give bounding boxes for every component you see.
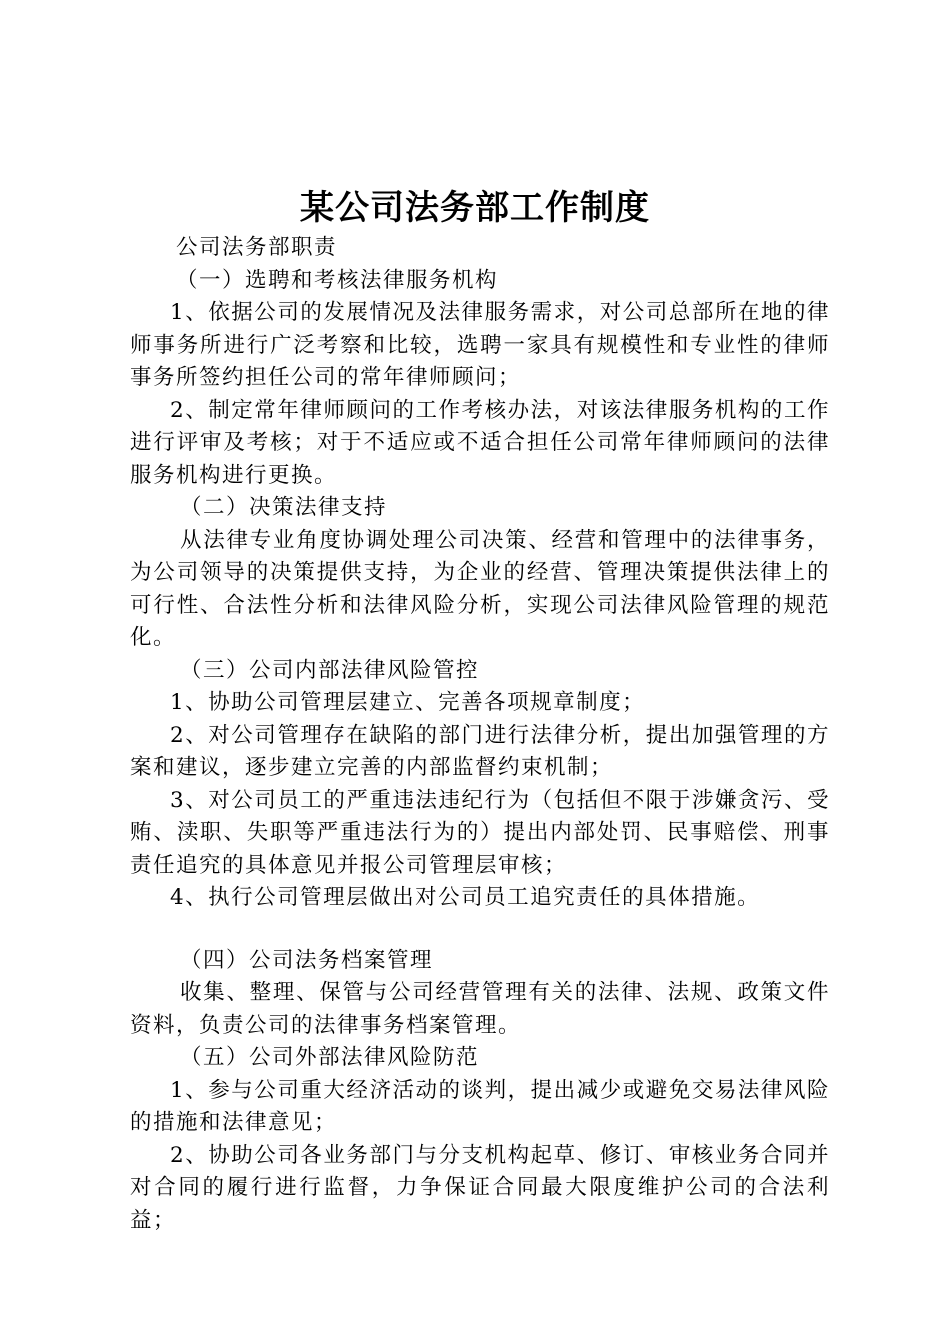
subsection-heading: （四）公司法务档案管理 [180,947,434,973]
subsection-heading: （五）公司外部法律风险防范 [180,1045,480,1070]
paragraph: 1、参与公司重大经济活动的谈判，提出减少或避免交易法律风险的措施和法律意见； [130,1077,830,1135]
paragraph: 从法律专业角度协调处理公司决策、经营和管理中的法律事务，为公司领导的决策提供支持，为企业的经营、管理决策提供法律上的可行性、合法性分析和法律风险分析，实现公司法律风险管理的规范化。 [130,527,830,650]
document-body [130,232,830,1237]
paragraph: 1、协助公司管理层建立、完善各项规章制度； [170,690,646,715]
paragraph: 4、执行公司管理层做出对公司员工追究责任的具体措施。 [170,885,761,910]
subsection-heading: （三）公司内部法律风险管控 [180,657,480,683]
document-title: 某公司法务部工作制度 [300,188,650,228]
paragraph: 收集、整理、保管与公司经营管理有关的法律、法规、政策文件资料，负责公司的法律事务档案管理。 [130,980,830,1038]
paragraph: 3、对公司员工的严重违法违纪行为（包括但不限于涉嫌贪污、受贿、渎职、失职等严重违法行为的）提出内部处罚、民事赔偿、刑事责任追究的具体意见并报公司管理层审核； [130,787,830,878]
subsection-heading: （一）选聘和考核法律服务机构 [176,267,499,293]
blank-line [130,915,830,945]
paragraph: 2、协助公司各业务部门与分支机构起草、修订、审核业务合同并对合同的履行进行监督，力争保证合同最大限度维护公司的合法利益； [130,1142,830,1233]
paragraph: 2、对公司管理存在缺陷的部门进行法律分析，提出加强管理的方案和建议，逐步建立完善的内部监督约束机制； [130,722,830,780]
paragraph: 1、依据公司的发展情况及法律服务需求，对公司总部所在地的律师事务所进行广泛考察和比较，选聘一家具有规模性和专业性的律师事务所签约担任公司的常年律师顾问； [130,300,830,390]
section-heading: 公司法务部职责 [176,235,338,260]
paragraph: 2、制定常年律师顾问的工作考核办法，对该法律服务机构的工作进行评审及考核；对于不适应或不适合担任公司常年律师顾问的法律服务机构进行更换。 [130,397,830,488]
subsection-heading: （二）决策法律支持 [180,495,388,520]
